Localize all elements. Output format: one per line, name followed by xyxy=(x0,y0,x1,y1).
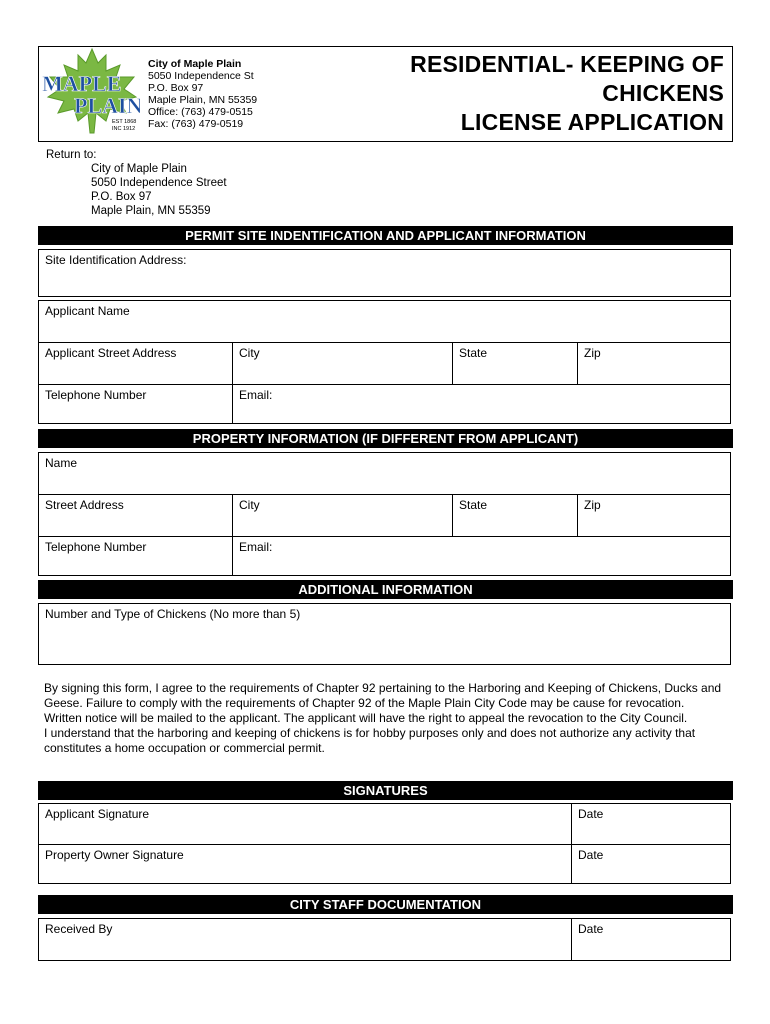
applicant-phone-label: Telephone Number xyxy=(45,388,147,402)
applicant-date-field[interactable] xyxy=(571,803,731,845)
city-address-line1: 5050 Independence St xyxy=(148,70,254,82)
consent-paragraph-2: I understand that the harboring and keeping of chickens is for hobby purposes only and does not authorize any activity that constitutes a home occupation or commercial permit. xyxy=(44,726,696,755)
logo-inc: INC 1912 xyxy=(112,126,136,132)
section-permit-site-header: PERMIT SITE INDENTIFICATION AND APPLICANT INFORMATION xyxy=(38,226,733,245)
owner-signature-label: Property Owner Signature xyxy=(45,848,184,862)
city-name: City of Maple Plain xyxy=(148,58,242,70)
city-office-phone: Office: (763) 479-0515 xyxy=(148,106,253,118)
applicant-city-field[interactable] xyxy=(232,342,453,385)
logo-est: EST 1868 xyxy=(112,119,137,125)
staff-date-label: Date xyxy=(578,922,604,936)
applicant-state-label: State xyxy=(459,346,488,360)
section-signatures-header: SIGNATURES xyxy=(38,781,733,800)
property-name-label: Name xyxy=(45,456,78,470)
property-phone-field[interactable] xyxy=(38,536,233,576)
applicant-street-label: Applicant Street Address xyxy=(45,346,177,360)
owner-signature-field[interactable] xyxy=(38,844,572,884)
title-line1: RESIDENTIAL- KEEPING OF xyxy=(410,51,724,77)
applicant-street-field[interactable] xyxy=(38,342,233,385)
applicant-name-label: Applicant Name xyxy=(45,304,130,318)
property-zip-field[interactable] xyxy=(577,494,731,537)
applicant-zip-field[interactable] xyxy=(577,342,731,385)
received-by-label: Received By xyxy=(45,922,113,936)
property-zip-label: Zip xyxy=(584,498,601,512)
property-email-field[interactable] xyxy=(232,536,731,576)
property-city-label: City xyxy=(239,498,260,512)
site-address-label: Site Identification Address: xyxy=(45,253,187,267)
section-city-staff-header: CITY STAFF DOCUMENTATION xyxy=(38,895,733,914)
property-email-label: Email: xyxy=(239,540,273,554)
city-fax: Fax: (763) 479-0519 xyxy=(148,118,244,130)
property-state-field[interactable] xyxy=(452,494,578,537)
maple-plain-logo xyxy=(40,47,140,135)
property-name-field[interactable] xyxy=(38,452,731,495)
property-state-label: State xyxy=(459,498,488,512)
applicant-state-field[interactable] xyxy=(452,342,578,385)
chickens-count-label: Number and Type of Chickens (No more than 5) xyxy=(45,607,301,621)
title-line2: CHICKENS xyxy=(602,80,724,106)
owner-date-label: Date xyxy=(578,848,604,862)
property-street-field[interactable] xyxy=(38,494,233,537)
section-property-info-header: PROPERTY INFORMATION (IF DIFFERENT FROM APPLICANT) xyxy=(38,429,733,448)
applicant-phone-field[interactable] xyxy=(38,384,233,424)
property-phone-label: Telephone Number xyxy=(45,540,147,554)
applicant-email-field[interactable] xyxy=(232,384,731,424)
section-additional-info-header: ADDITIONAL INFORMATION xyxy=(38,580,733,599)
logo-word-maple: MAPLE xyxy=(42,71,122,96)
title-line3: LICENSE APPLICATION xyxy=(460,109,724,135)
property-street-label: Street Address xyxy=(45,498,124,512)
logo-word-plain: PLAIN xyxy=(74,93,140,118)
applicant-signature-field[interactable] xyxy=(38,803,572,845)
applicant-zip-label: Zip xyxy=(584,346,601,360)
consent-paragraph-1: By signing this form, I agree to the requirements of Chapter 92 pertaining to the Harboring and Keeping of Chickens, Ducks and Geese. Failure to comply with the requirements of Chapter 92 of the Maple Plain City Code may be cause for revocation. Written notice will be mailed to the applicant. The applicant will have the right to appeal the revocation to the City Council. xyxy=(44,681,722,725)
return-line2: 5050 Independence Street xyxy=(91,177,227,189)
applicant-date-label: Date xyxy=(578,807,604,821)
city-contact-info xyxy=(148,58,257,130)
return-line1: City of Maple Plain xyxy=(91,163,187,175)
return-line4: Maple Plain, MN 55359 xyxy=(91,205,211,217)
city-address-line2: P.O. Box 97 xyxy=(148,82,204,94)
return-line3: P.O. Box 97 xyxy=(91,191,152,203)
applicant-name-field[interactable] xyxy=(38,300,731,343)
return-to-address xyxy=(91,162,227,218)
owner-date-field[interactable] xyxy=(571,844,731,884)
staff-date-field[interactable] xyxy=(571,918,731,961)
form-title xyxy=(410,50,724,137)
site-address-field[interactable] xyxy=(38,249,731,297)
received-by-field[interactable] xyxy=(38,918,572,961)
applicant-signature-label: Applicant Signature xyxy=(45,807,150,821)
chickens-count-field[interactable] xyxy=(38,603,731,665)
consent-text xyxy=(44,681,724,756)
return-to-label: Return to: xyxy=(46,149,97,161)
applicant-city-label: City xyxy=(239,346,260,360)
applicant-email-label: Email: xyxy=(239,388,273,402)
city-address-line3: Maple Plain, MN 55359 xyxy=(148,94,258,106)
property-city-field[interactable] xyxy=(232,494,453,537)
